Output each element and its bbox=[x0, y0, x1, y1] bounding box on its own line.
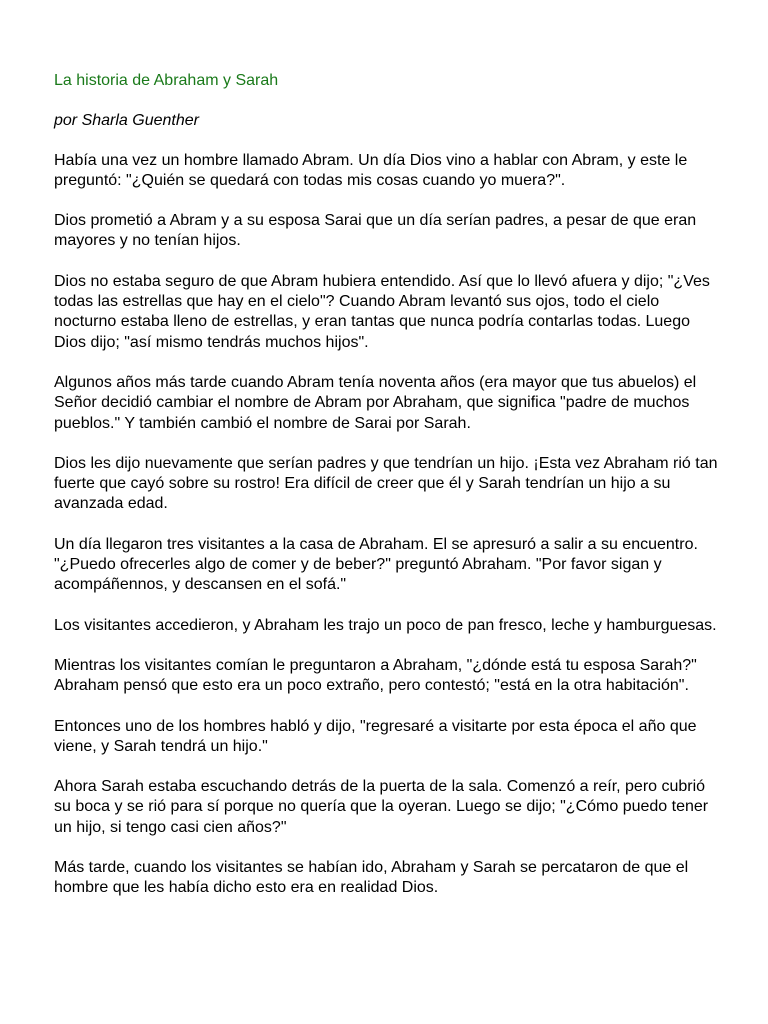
paragraph: Más tarde, cuando los visitantes se habían ido, Abraham y Sarah se percataron de que el hombre que les había dicho esto era en realidad Dios. bbox=[54, 859, 689, 897]
document-author: por Sharla Guenther bbox=[54, 112, 199, 130]
paragraph: Algunos años más tarde cuando Abram tenía noventa años (era mayor que tus abuelos) el Señor decidió cambiar el nombre de Abram por Abraham, que significa "padre de muchos pueblos." Y también cambió el nombre de Sarai por Sarah. bbox=[54, 373, 697, 432]
paragraph: Había una vez un hombre llamado Abram. Un día Dios vino a hablar con Abram, y este le preguntó: "¿Quién se quedará con todas mis cosas cuando yo muera?". bbox=[54, 151, 688, 189]
paragraph: Dios prometió a Abram y a su esposa Sarai que un día serían padres, a pesar de que eran mayores y no tenían hijos. bbox=[54, 212, 697, 250]
paragraph: Entonces uno de los hombres habló y dijo, "regresaré a visitarte por esta época el año que viene, y Sarah tendrá un hijo." bbox=[54, 717, 697, 755]
paragraph: Dios no estaba seguro de que Abram hubiera entendido. Así que lo llevó afuera y dijo; "¿Ves todas las estrellas que hay en el cielo"? Cuando Abram levantó sus ojos, todo el cielo nocturno estaba lleno de estrellas, y eran tantas que nunca podría contarlas todas. Luego Dios dijo; "así mismo tendrás muchos hijos". bbox=[54, 272, 710, 351]
paragraph: Dios les dijo nuevamente que serían padres y que tendrían un hijo. ¡Esta vez Abraham rió tan fuerte que cayó sobre su rostro! Era difícil de creer que él y Sarah tendrían un hijo a su avanzada edad. bbox=[54, 454, 718, 513]
document-title: La historia de Abraham y Sarah bbox=[54, 72, 279, 89]
paragraph: Los visitantes accedieron, y Abraham les trajo un poco de pan fresco, leche y hamburguesas. bbox=[54, 616, 717, 634]
paragraph: Ahora Sarah estaba escuchando detrás de la puerta de la sala. Comenzó a reír, pero cubrió su boca y se rió para sí porque no quería que la oyeran. Luego se dijo; "¿Cómo puedo tener un hijo, si tengo casi cien años?" bbox=[54, 778, 709, 836]
paragraph: Un día llegaron tres visitantes a la casa de Abraham. El se apresuró a salir a su encuentro. "¿Puedo ofrecerles algo de comer y de beber?" preguntó Abraham. "Por favor sigan y acompáñennos, y descansen en el sofá." bbox=[54, 535, 698, 594]
paragraph: Mientras los visitantes comían le preguntaron a Abraham, "¿dónde está tu esposa Sarah?" Abraham pensó que esto era un poco extraño, pero contestó; "está en la otra habitación". bbox=[54, 656, 697, 695]
